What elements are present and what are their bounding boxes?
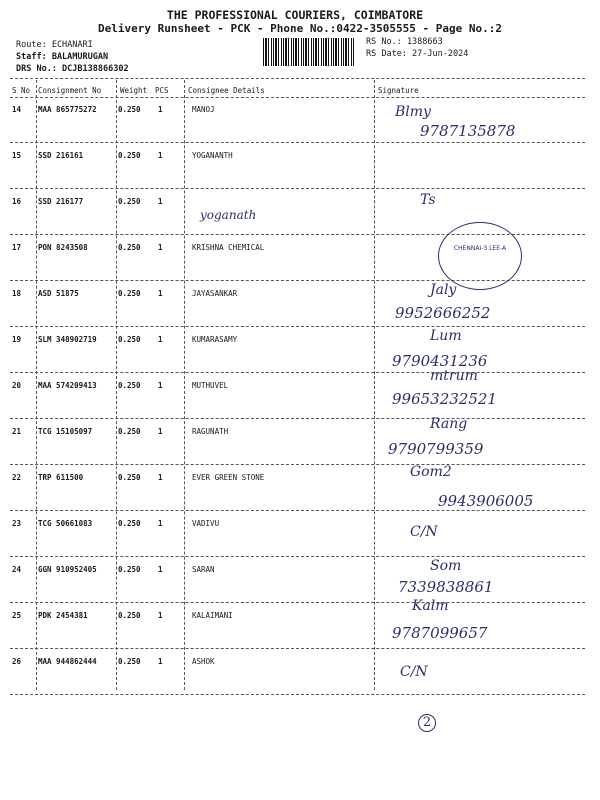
row-consignment-no: MAA 865775272 (38, 105, 97, 114)
handwritten-note: yoganath (200, 208, 257, 222)
row-weight: 0.250 (118, 611, 141, 620)
row-consignment-no: GGN 910952405 (38, 565, 97, 574)
row-weight: 0.250 (118, 105, 141, 114)
row-consignment-no: SLM 348902719 (38, 335, 97, 344)
row-weight: 0.250 (118, 289, 141, 298)
handwritten-signature: C/N (400, 664, 428, 680)
handwritten-signature: Gom2 (410, 464, 452, 480)
handwritten-signature: mtrum (430, 368, 478, 384)
row-consignee: MANOJ (192, 105, 215, 114)
table-row (10, 148, 585, 194)
row-weight: 0.250 (118, 473, 141, 482)
row-consignee: MUTHUVEL (192, 381, 229, 390)
row-weight: 0.250 (118, 197, 141, 206)
row-divider (10, 694, 585, 695)
row-pcs: 1 (158, 519, 163, 528)
drs-number: DRS No.: DCJB138866302 (16, 64, 129, 74)
row-consignee: ASHOK (192, 657, 215, 666)
row-consignment-no: TRP 611500 (38, 473, 84, 482)
footer-circled-mark: 2 (418, 714, 436, 732)
row-pcs: 1 (158, 657, 163, 666)
row-divider (10, 188, 585, 189)
row-weight: 0.250 (118, 657, 141, 666)
col-sno: S No (12, 86, 31, 95)
row-consignment-no: MAA 574209413 (38, 381, 97, 390)
row-consignee: YOGANANTH (192, 151, 233, 160)
table-row (10, 328, 585, 378)
row-consignee: VADIVU (192, 519, 220, 528)
handwritten-phone: 9787099657 (392, 624, 488, 642)
row-sno: 21 (12, 427, 22, 436)
table-row (10, 282, 585, 332)
row-pcs: 1 (158, 381, 163, 390)
row-pcs: 1 (158, 473, 163, 482)
handwritten-signature: Kalm (412, 598, 449, 614)
row-divider (10, 602, 585, 603)
row-sno: 17 (12, 243, 22, 252)
route-label: Route: ECHANARI (16, 40, 93, 50)
row-weight: 0.250 (118, 335, 141, 344)
row-weight: 0.250 (118, 427, 141, 436)
row-consignment-no: SSD 216177 (38, 197, 84, 206)
row-sno: 15 (12, 151, 22, 160)
row-pcs: 1 (158, 197, 163, 206)
row-consignee: EVER GREEN STONE (192, 473, 265, 482)
row-sno: 23 (12, 519, 22, 528)
row-consignment-no: TCG 50661083 (38, 519, 93, 528)
company-title: THE PROFESSIONAL COURIERS, COIMBATORE (166, 8, 424, 22)
row-sno: 16 (12, 197, 22, 206)
handwritten-signature: Som (430, 558, 462, 574)
row-weight: 0.250 (118, 151, 141, 160)
col-weight: Weight (120, 86, 148, 95)
row-consignment-no: ASD 51875 (38, 289, 79, 298)
handwritten-phone: 99653232521 (392, 390, 497, 408)
row-consignee: KALAIMANI (192, 611, 233, 620)
row-divider (10, 142, 585, 143)
handwritten-signature: Lum (430, 328, 462, 344)
row-weight: 0.250 (118, 519, 141, 528)
row-pcs: 1 (158, 151, 163, 160)
row-sno: 24 (12, 565, 22, 574)
row-sno: 20 (12, 381, 22, 390)
handwritten-signature: Blmy (395, 104, 431, 120)
table-row (10, 558, 585, 608)
col-pcs: PCS (155, 86, 169, 95)
handwritten-signature: Rang (430, 416, 468, 432)
row-divider (10, 648, 585, 649)
row-divider (10, 326, 585, 327)
row-consignment-no: PON 8243508 (38, 243, 88, 252)
table-row (10, 368, 585, 424)
row-consignment-no: SSD 216161 (38, 151, 84, 160)
row-consignment-no: PDK 2454381 (38, 611, 88, 620)
row-pcs: 1 (158, 611, 163, 620)
table-row (10, 516, 585, 562)
table-row (10, 416, 585, 470)
handwritten-signature: Ts (420, 192, 436, 208)
row-pcs: 1 (158, 427, 163, 436)
company-stamp (438, 222, 522, 290)
row-weight: 0.250 (118, 565, 141, 574)
table-row (10, 464, 585, 516)
table-row (10, 654, 585, 700)
row-sno: 26 (12, 657, 22, 666)
handwritten-phone: 9952666252 (395, 304, 491, 322)
row-divider (10, 372, 585, 373)
handwritten-phone: 9790799359 (388, 440, 484, 458)
handwritten-signature: C/N (410, 524, 438, 540)
row-pcs: 1 (158, 289, 163, 298)
row-pcs: 1 (158, 243, 163, 252)
row-consignee: KRISHNA CHEMICAL (192, 243, 265, 252)
table-row (10, 598, 585, 654)
row-divider (10, 510, 585, 511)
handwritten-phone: 9790431236 (392, 352, 488, 370)
stamp-text: CHENNAI-3 LEE-A (453, 245, 507, 252)
row-consignee: KUMARASAMY (192, 335, 238, 344)
header-bottom-rule (10, 97, 585, 98)
row-divider (10, 464, 585, 465)
handwritten-phone: 7339838861 (398, 578, 494, 596)
row-pcs: 1 (158, 565, 163, 574)
row-weight: 0.250 (118, 243, 141, 252)
handwritten-phone: 9787135878 (420, 122, 516, 140)
row-sno: 25 (12, 611, 22, 620)
handwritten-signature: Jaly (430, 282, 457, 298)
header-top-rule (10, 78, 585, 79)
barcode-graphic (263, 38, 355, 66)
row-consignment-no: MAA 944862444 (38, 657, 97, 666)
row-sno: 22 (12, 473, 22, 482)
row-divider (10, 556, 585, 557)
row-sno: 19 (12, 335, 22, 344)
row-weight: 0.250 (118, 381, 141, 390)
rs-date: RS Date: 27-Jun-2024 (366, 49, 469, 59)
row-sno: 14 (12, 105, 22, 114)
row-pcs: 1 (158, 105, 163, 114)
staff-label: Staff: BALAMURUGAN (16, 52, 109, 62)
row-pcs: 1 (158, 335, 163, 344)
rs-number: RS No.: 1388663 (366, 37, 443, 47)
row-consignee: SARAN (192, 565, 215, 574)
row-consignment-no: TCG 15105097 (38, 427, 93, 436)
table-row (10, 102, 585, 148)
col-signature: Signature (378, 86, 419, 95)
row-consignee: RAGUNATH (192, 427, 229, 436)
handwritten-phone: 9943906005 (438, 492, 534, 510)
row-divider (10, 418, 585, 419)
col-consignee: Consignee Details (188, 86, 265, 95)
runsheet-subtitle: Delivery Runsheet - PCK - Phone No.:0422-3505555 - Page No.:2 (98, 22, 502, 35)
row-sno: 18 (12, 289, 22, 298)
row-consignee: JAYASANKAR (192, 289, 238, 298)
col-consignment: Consignment No (38, 86, 102, 95)
